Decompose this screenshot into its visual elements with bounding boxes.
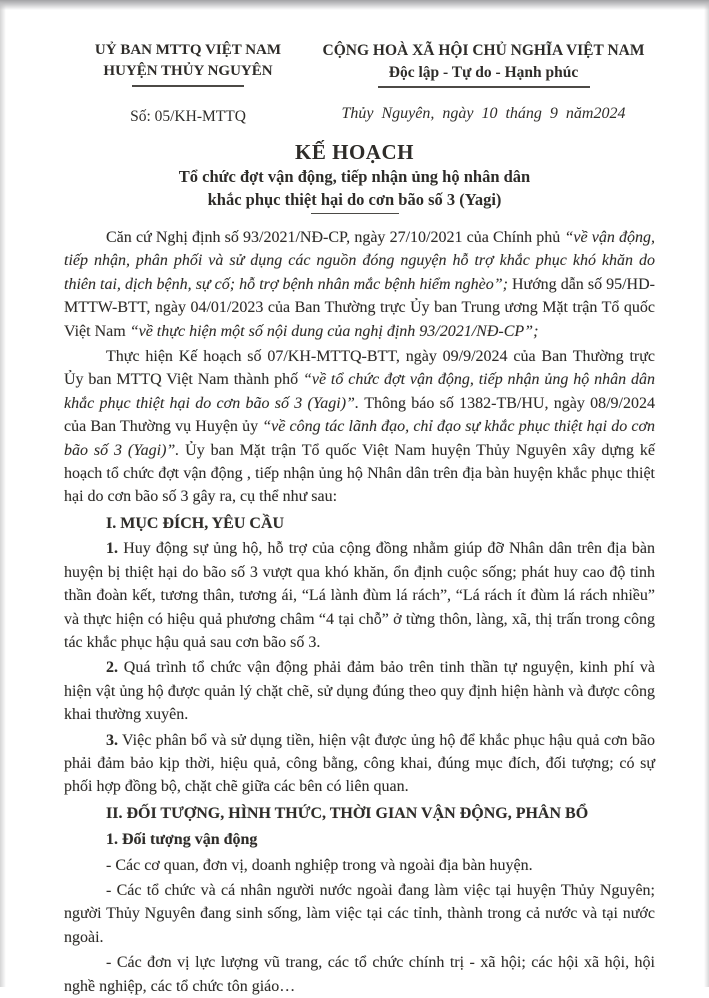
section-1-item-3 xyxy=(64,729,655,799)
national-motto-block xyxy=(312,40,655,127)
legal-basis-1-quote-1: “về vận động, tiếp nhận, phân phối và sử dụng các nguồn đóng nguyện hỗ trợ khắc phục khó khăn do thiên tai, dịch bệnh, sự cố; hỗ trợ bệnh nhân mắc bệnh hiểm nghèo”; xyxy=(64,229,656,293)
item-3-text: Việc phân bổ và sử dụng tiền, hiện vật được ủng hộ để khắc phục hậu quả cơn bão phải đảm bảo kịp thời, hiệu quả, công bằng, công khai, đúng mục đích, đối tượng; có sự phối hợp đồng bộ, chặt chẽ giữa các bên có liên quan. xyxy=(64,731,655,796)
paragraph-legal-basis-1 xyxy=(64,226,655,343)
motto-underline xyxy=(378,86,590,88)
section-2-bullet-1: - Các cơ quan, đơn vị, doanh nghiệp trong và ngoài địa bàn huyện. xyxy=(106,856,533,874)
item-1-text: Huy động sự ủng hộ, hỗ trợ của cộng đồng nhằm giúp đỡ Nhân dân trên địa bàn huyện bị thiệt hại do bão số 3 vượt qua khó khăn, ổn định cuộc sống; phát huy cao độ tinh thần đoàn kết, tương thân, tương ái, “Lá lành đùm lá rách”, “Lá rách ít đùm lá rách nhiều” và thực hiện có hiệu quả phương châm “4 tại chỗ” ở từng thôn, làng, xã, thị trấn trong công tác khắc phục hậu quả sau cơn bão số 3. xyxy=(64,540,655,651)
title-block xyxy=(0,140,709,215)
legal-basis-1-text-2: Hướng dẫn số 95/HD-MTTW-BTT, ngày 04/01/2023 của Ban Thường trực Ủy ban Trung ương Mặt trận Tổ quốc Việt Nam xyxy=(64,275,655,340)
org-name-line1: UỶ BAN MTTQ VIỆT NAM xyxy=(94,42,282,58)
paragraph-legal-basis-2 xyxy=(64,345,655,509)
legal-basis-1-quote-2: “về thực hiện một số nội dung của nghị định 93/2021/NĐ-CP”; xyxy=(129,322,539,340)
document-subtitle-line2: khắc phục thiệt hại do cơn bão số 3 (Yagi) xyxy=(207,189,502,209)
legal-basis-2-text-3: Ủy ban Mặt trận Tổ quốc Việt Nam huyện Thủy Nguyên xây dựng kế hoạch tổ chức đợt vận động , tiếp nhận ủng hộ Nhân dân trên địa bàn huyện khắc phục thiệt hại do cơn bão số 3 gây ra, cụ thể như sau: xyxy=(64,441,656,506)
national-motto: Độc lập - Tự do - Hạnh phúc xyxy=(388,64,579,81)
section-1-item-1 xyxy=(64,537,655,654)
national-title: CỘNG HOÀ XÃ HỘI CHỦ NGHĨA VIỆT NAM xyxy=(322,42,645,59)
item-3-number: 3. xyxy=(106,731,118,749)
org-name-line2: HUYỆN THỦY NGUYÊN xyxy=(103,63,273,79)
section-2-bullet-3: - Các đơn vị lực lượng vũ trang, các tổ chức chính trị - xã hội; các hội xã hội, hội nghề nghiệp, các tổ chức tôn giáo… xyxy=(64,954,655,995)
issuing-org-block xyxy=(64,40,312,127)
place-date-line: Thủy Nguyên, ngày 10 tháng 9 năm2024 xyxy=(341,104,626,122)
org-underline xyxy=(132,85,244,87)
legal-basis-2-text-2: Thông báo số 1382-TB/HU, ngày 08/9/2024 của Ban Thường vụ Huyện ủy xyxy=(64,394,656,436)
legal-basis-2-quote-1: “về tổ chức đợt vận động, tiếp nhận ủng hộ nhân dân khắc phục thiệt hại do cơn bão số 3 (Yagi)”. xyxy=(64,371,655,412)
legal-basis-1-text: Căn cứ Nghị định số 93/2021/NĐ-CP, ngày 27/10/2021 của Chính phủ xyxy=(106,229,565,246)
legal-basis-2-quote-2: “về công tác lãnh đạo, chỉ đạo sự khắc phục thiệt hại do cơn bão số 3 (Yagi)”. xyxy=(64,418,656,459)
section-2-bullet-2: - Các tổ chức và cá nhân người nước ngoài đang làm việc tại huyện Thủy Nguyên; người Thủy Nguyên đang sinh sống, làm việc tại các tỉnh, thành trong cả nước và tại nước ngoài. xyxy=(64,881,655,946)
section-2-heading: II. ĐỐI TƯỢNG, HÌNH THỨC, THỜI GIAN VẬN ĐỘNG, PHÂN BỔ xyxy=(106,804,589,822)
document-header xyxy=(0,0,709,127)
title-underline xyxy=(311,213,399,215)
document-title: KẾ HOẠCH xyxy=(295,139,414,164)
item-2-text: Quá trình tổ chức vận động phải đảm bảo trên tinh thần tự nguyện, kinh phí và hiện vật ủng hộ được quản lý chặt chẽ, sử dụng đúng theo quy định hiện hành và được công khai thường xuyên. xyxy=(64,659,656,724)
item-1-number: 1. xyxy=(106,540,118,558)
legal-basis-2-text: Thực hiện Kế hoạch số 07/KH-MTTQ-BTT, ngày 09/9/2024 của Ban Thường trực Ủy ban MTTQ Việt Nam thành phố xyxy=(64,348,655,389)
section-1-heading: I. MỤC ĐÍCH, YÊU CẦU xyxy=(106,514,285,532)
document-body xyxy=(64,226,655,998)
section-1-item-2 xyxy=(64,656,655,726)
section-2-sub-1-heading: 1. Đối tượng vận động xyxy=(106,831,258,849)
item-2-number: 2. xyxy=(106,659,118,677)
document-number: Số: 05/KH-MTTQ xyxy=(130,107,246,125)
document-subtitle-line1: Tổ chức đợt vận động, tiếp nhận ủng hộ nhân dân xyxy=(178,166,531,186)
